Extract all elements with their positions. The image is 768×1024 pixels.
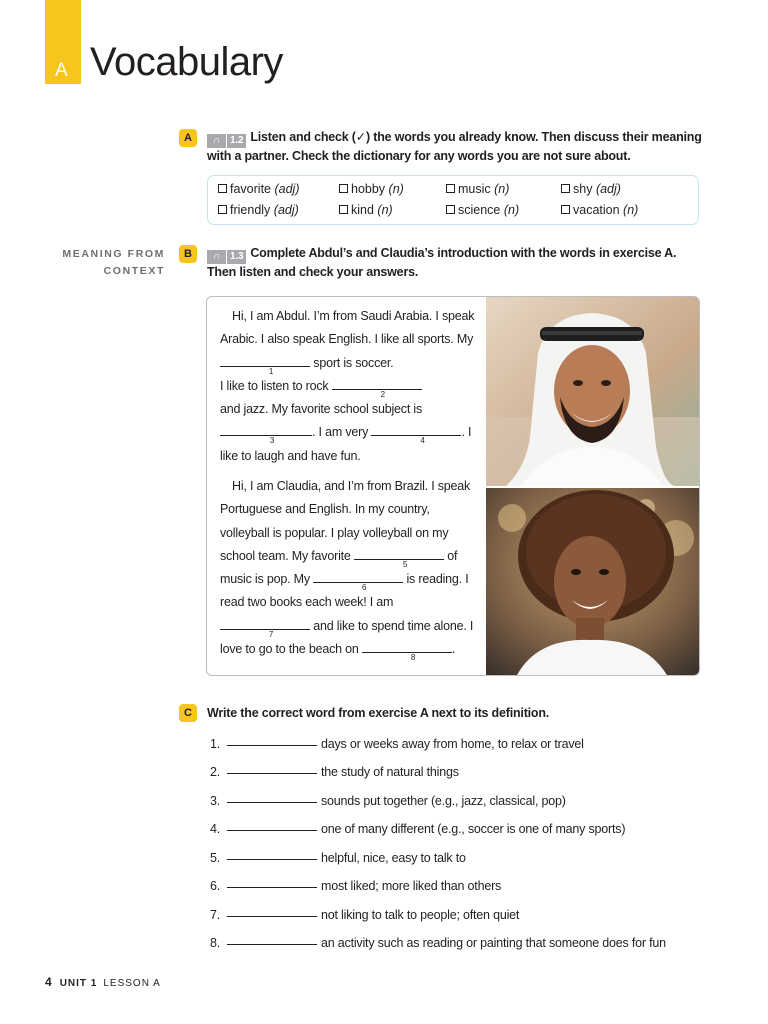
reading-box <box>206 296 700 676</box>
side-label: MEANING FROM CONTEXT <box>62 248 165 277</box>
blank-4[interactable]: 4 <box>371 424 461 436</box>
answer-blank[interactable] <box>227 887 317 888</box>
answer-blank[interactable] <box>227 745 317 746</box>
word-checkbox-kind[interactable]: kind (n) <box>339 203 393 217</box>
blank-6[interactable]: 6 <box>313 571 403 583</box>
headphones-icon: ∩ <box>207 134 226 148</box>
definition-row: 5. helpful, nice, easy to talk to <box>210 851 466 865</box>
exercise-a-text: Listen and check (✓) the words you already know. Then discuss their meaning with a partner. Check the dictionary for any words you are not sure about. <box>207 130 702 163</box>
page-footer <box>45 975 161 989</box>
section-letter: A <box>55 60 68 81</box>
exercise-c-instructions: Write the correct word from exercise A next to its definition. <box>207 706 550 720</box>
section-tab <box>45 0 81 84</box>
lesson-label: LESSON A <box>103 978 161 989</box>
headphones-icon: ∩ <box>207 250 226 264</box>
checkbox-icon[interactable] <box>218 184 227 193</box>
page-number: 4 <box>45 975 53 989</box>
checkbox-icon[interactable] <box>339 184 348 193</box>
word-checkbox-music[interactable]: music (n) <box>446 182 509 196</box>
checkbox-icon[interactable] <box>339 205 348 214</box>
answer-blank[interactable] <box>227 944 317 945</box>
abdul-photo <box>486 297 699 486</box>
checkbox-icon[interactable] <box>446 184 455 193</box>
exercise-a-badge: A <box>179 129 197 147</box>
checkbox-icon[interactable] <box>446 205 455 214</box>
word-checkbox-hobby[interactable]: hobby (n) <box>339 182 404 196</box>
answer-blank[interactable] <box>227 830 317 831</box>
word-checkbox-shy[interactable]: shy (adj) <box>561 182 621 196</box>
exercise-b-text: Complete Abdul’s and Claudia’s introduction with the words in exercise A. Then listen and check your answers. <box>207 246 677 279</box>
exercise-c-badge: C <box>179 704 197 722</box>
exercise-b-instructions <box>207 245 687 281</box>
definition-row: 7. not liking to talk to people; often quiet <box>210 908 520 922</box>
checkbox-icon[interactable] <box>218 205 227 214</box>
definition-row: 8. an activity such as reading or painting that someone does for fun <box>210 936 666 950</box>
definition-row: 3. sounds put together (e.g., jazz, classical, pop) <box>210 794 566 808</box>
blank-3[interactable]: 3 <box>220 424 312 436</box>
word-box <box>207 175 699 225</box>
claudia-photo <box>486 488 699 676</box>
definition-row: 1. days or weeks away from home, to relax or travel <box>210 737 584 751</box>
answer-blank[interactable] <box>227 859 317 860</box>
blank-7[interactable]: 7 <box>220 618 310 630</box>
definition-row: 4. one of many different (e.g., soccer is one of many sports) <box>210 822 626 836</box>
definition-row: 6. most liked; more liked than others <box>210 879 502 893</box>
checkbox-icon[interactable] <box>561 205 570 214</box>
blank-1[interactable]: 1 <box>220 355 310 367</box>
claudia-paragraph: Hi, I am Claudia, and I’m from Brazil. I speak Portuguese and English. In my country, volleyball is popular. I play volleyball on my school team. My favorite 5 of music is pop. My 6 is reading. I read two books each week! I am 7 and like to spend time alone. I love to go to the beach on 8 . <box>220 479 474 663</box>
word-checkbox-science[interactable]: science (n) <box>446 203 519 217</box>
page-title: Vocabulary <box>90 40 283 84</box>
definition-row: 2. the study of natural things <box>210 765 459 779</box>
audio-button-a[interactable] <box>207 134 246 148</box>
word-checkbox-vacation[interactable]: vacation (n) <box>561 203 638 217</box>
blank-5[interactable]: 5 <box>354 548 444 560</box>
checkbox-icon[interactable] <box>561 184 570 193</box>
audio-track-number: 1.3 <box>227 250 246 264</box>
unit-label: UNIT 1 <box>59 978 98 989</box>
answer-blank[interactable] <box>227 916 317 917</box>
blank-8[interactable]: 8 <box>362 641 452 653</box>
audio-track-number: 1.2 <box>227 134 246 148</box>
exercise-b-badge: B <box>179 245 197 263</box>
word-checkbox-friendly[interactable]: friendly (adj) <box>218 203 299 217</box>
exercise-a-instructions <box>207 129 707 165</box>
abdul-paragraph: Hi, I am Abdul. I’m from Saudi Arabia. I speak Arabic. I also speak English. I like all sports. My 1 sport is soccer. I like to listen to rock 2 and jazz. My favorite school subject is 3 . I am very 4 . I like to laugh and have fun. <box>220 309 475 463</box>
answer-blank[interactable] <box>227 773 317 774</box>
answer-blank[interactable] <box>227 802 317 803</box>
audio-button-b[interactable] <box>207 250 246 264</box>
word-checkbox-favorite[interactable]: favorite (adj) <box>218 182 300 196</box>
blank-2[interactable]: 2 <box>332 378 422 390</box>
